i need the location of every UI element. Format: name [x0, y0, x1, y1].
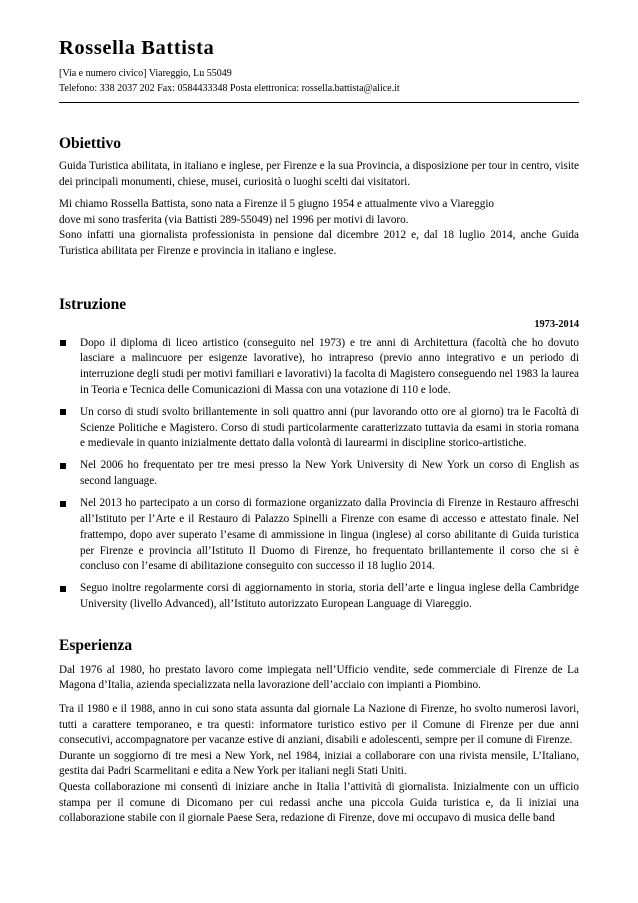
- square-bullet-icon: [60, 501, 66, 507]
- list-item: [59, 405, 579, 452]
- education-heading: Istruzione: [59, 295, 127, 313]
- education-date-range: 1973-2014: [534, 318, 579, 330]
- header-divider: [59, 102, 579, 103]
- education-list: [59, 336, 579, 613]
- experience-section: [59, 636, 579, 827]
- list-item-text: Seguo inoltre regolarmente corsi di aggiornamento in storia, storia dell’arte e lingua inglese della Cambridge University (livello Advanced), all’Istituto autorizzato European Language di Viareggio.: [80, 582, 579, 611]
- experience-paragraph-1: Dal 1976 al 1980, ho prestato lavoro come impiegata nell’Ufficio vendite, sede commerciale di Firenze de La Magona d’Italia, azienda specializzata nella lavorazione dell’acciaio con impianti a Piombino.: [59, 663, 579, 692]
- contacts-line: Telefono: 338 2037 202 Fax: 0584433348 Posta elettronica: rossella.battista@alice.it: [59, 83, 400, 94]
- list-item-text: Dopo il diploma di liceo artistico (conseguito nel 1973) e tre anni di Architettura (facoltà che ho dovuto lasciare a malincuore per esigenze lavorative), ho intrapreso (previo anno integrativo e un periodo di interruzione degli studi per motivi familiari e lavorativi) la facolta di Magistero conseguendo nel 1983 la laurea in Teoria e Tecnica delle Comunicazioni di Massa con una votazione di 110 e lode.: [80, 336, 579, 396]
- objective-paragraph: Guida Turistica abilitata, in italiano e inglese, per Firenze e la sua Provincia, a disposizione per tour in centro, visite dei principali monumenti, chiese, musei, curiosità o luoghi scelti dai visitatori.: [59, 160, 579, 188]
- intro-line-2: dove mi sono trasferita (via Battisti 289-55049) nel 1996 per motivi di lavoro.: [59, 213, 409, 226]
- list-item: [59, 336, 579, 399]
- list-item-text: Nel 2013 ho partecipato a un corso di formazione organizzato dalla Provincia di Firenze in Restauro affreschi all’Istituto per l’Arte e il Restauro di Palazzo Spinelli a Firenze con esame di accesso e attestato finale. Nel frattempo, dopo aver superato l’esame di ammissione in lingua (inglese) al corso abilitante di Guida turistica per Firenze e provincia all’Istituto Il Duomo di Firenze, ho frequentato brillantemente il corso che si è concluso con l’esame di abilitazione conseguito con successo il 18 luglio 2014.: [80, 497, 579, 573]
- experience-heading: Esperienza: [59, 636, 133, 654]
- intro-paragraph: Sono infatti una giornalista professionista in pensione dal dicembre 2012 e, dal 18 luglio 2014, anche Guida Turistica abilitata per Firenze e provincia in italiano e inglese.: [59, 229, 579, 257]
- square-bullet-icon: [60, 340, 66, 346]
- objective-heading: Obiettivo: [59, 135, 121, 152]
- objective-section: [59, 134, 579, 260]
- list-item: [59, 581, 579, 612]
- education-section: [59, 295, 579, 613]
- address-line: [Via e numero civico] Viareggio, Lu 55049: [59, 68, 232, 79]
- list-item-text: Un corso di studi svolto brillantemente in soli quattro anni (pur lavorando otto ore al giorno) tra le Facoltà di Scienze Politiche e Magistero. Corso di studi particolarmente caratterizzato tuttavia da esami in storia romana e medievale in quanto inizialmente dettato dalla volontà di laurearmi in discipline storico-artistiche.: [80, 405, 579, 450]
- experience-paragraph-4: Questa collaborazione mi consentì di iniziare anche in Italia l’attività di giornalista. Inizialmente con un ufficio stampa per il comune di Dicomano per cui redassi anche una piccola Guida turistica e, da lì iniziai una collaborazione stabile con il giornale Paese Sera, redazione di Firenze, dove mi occupavo di musica delle band: [59, 780, 579, 825]
- square-bullet-icon: [60, 586, 66, 592]
- intro-line-1: Mi chiamo Rossella Battista, sono nata a Firenze il 5 giugno 1954 e attualmente vivo a Viareggio: [59, 198, 495, 211]
- list-item: [59, 496, 579, 575]
- experience-paragraph-2: Tra il 1980 e il 1988, anno in cui sono stata assunta dal giornale La Nazione di Firenze, ho svolto numerosi lavori, tutti a carattere temporaneo, e tra questi: informatore turistico estivo per il Comune di Firenze per due anni consecutivi, accompagnatore per vacanze estive di anziani, disabili e adolescenti, sempre per il comune di Firenze.: [59, 703, 579, 747]
- resume-name: Rossella Battista: [59, 37, 215, 59]
- square-bullet-icon: [60, 463, 66, 469]
- list-item: [59, 458, 579, 489]
- square-bullet-icon: [60, 409, 66, 415]
- experience-paragraph-3: Durante un soggiorno di tre mesi a New York, nel 1984, iniziai a collaborare con una rivista mensile, L’Italiano, gestita dai Padri Scarmelitani e edita a New York per italiani negli Stati Uniti.: [59, 749, 579, 778]
- list-item-text: Nel 2006 ho frequentato per tre mesi presso la New York University di New York un corso di English as second language.: [80, 459, 579, 488]
